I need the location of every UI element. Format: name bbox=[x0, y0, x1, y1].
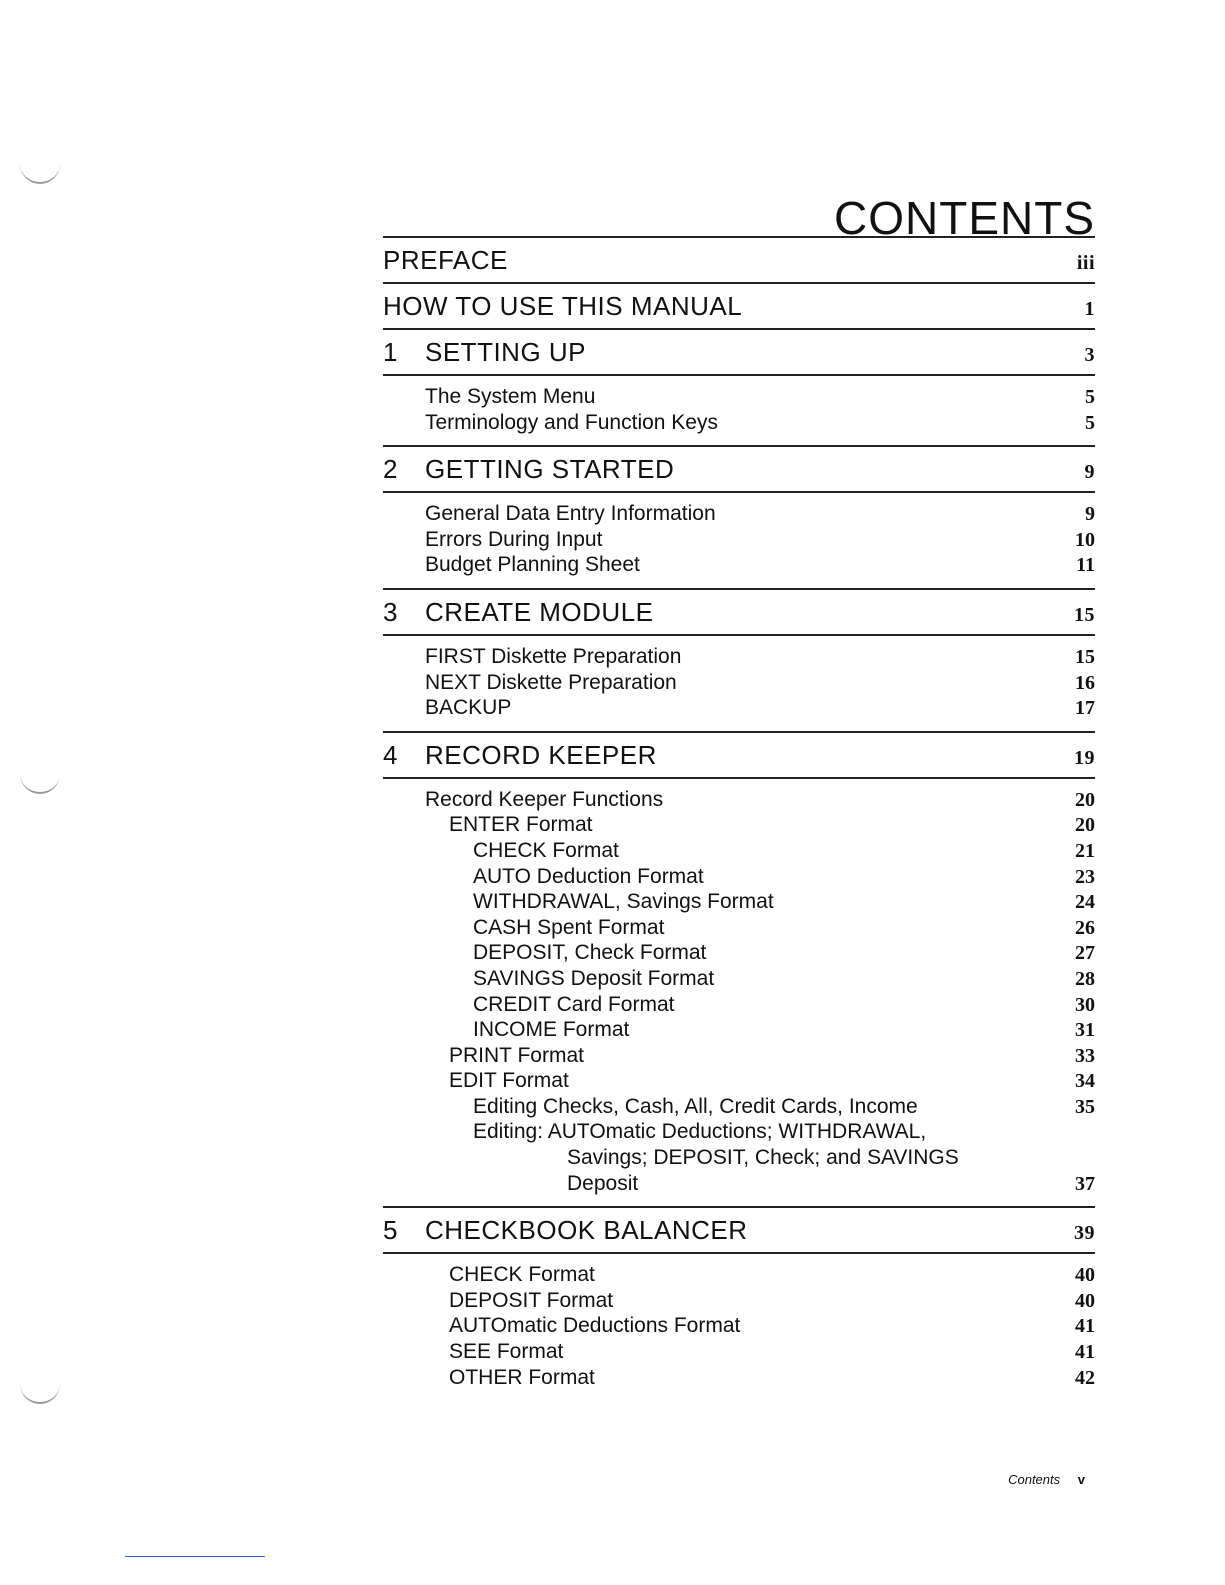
entry-text: CREDIT Card Format bbox=[473, 992, 675, 1016]
entry-text: Editing Checks, Cash, All, Credit Cards, Income bbox=[473, 1094, 918, 1118]
toc-entry[interactable] bbox=[383, 1017, 1095, 1043]
entry-page-number: 11 bbox=[1076, 554, 1095, 577]
entry-text: DEPOSIT Format bbox=[449, 1288, 614, 1312]
entry-text: CASH Spent Format bbox=[473, 915, 665, 939]
toc-entry[interactable] bbox=[383, 864, 1095, 890]
section-page-number: 9 bbox=[1084, 461, 1095, 484]
toc-section-heading[interactable] bbox=[383, 733, 1095, 777]
section-title: RECORD KEEPER bbox=[425, 739, 657, 770]
toc-section-heading[interactable] bbox=[383, 447, 1095, 491]
toc-section-heading[interactable] bbox=[383, 284, 1095, 328]
entry-page-number: 30 bbox=[1075, 993, 1095, 1016]
entry-page-number: 28 bbox=[1075, 967, 1095, 990]
toc-section-heading[interactable] bbox=[383, 1208, 1095, 1252]
entry-page-number: 33 bbox=[1075, 1044, 1095, 1067]
entry-text: AUTOmatic Deductions Format bbox=[449, 1314, 741, 1338]
section-heading-text bbox=[383, 590, 654, 634]
footer-label: Contents bbox=[1008, 1472, 1061, 1487]
toc-entry[interactable] bbox=[383, 527, 1095, 553]
binder-hole-mark bbox=[20, 770, 60, 794]
entry-page-number: 37 bbox=[1075, 1172, 1095, 1195]
entry-text: FIRST Diskette Preparation bbox=[425, 644, 682, 668]
toc-item-group bbox=[383, 1254, 1095, 1400]
section-heading-text bbox=[383, 238, 508, 282]
toc-entry[interactable] bbox=[383, 940, 1095, 966]
section-heading-text bbox=[383, 330, 586, 374]
section-page-number: 19 bbox=[1074, 746, 1095, 769]
toc-entry[interactable] bbox=[383, 812, 1095, 838]
toc-entry[interactable] bbox=[383, 889, 1095, 915]
toc-entry[interactable] bbox=[383, 1339, 1095, 1365]
toc-entry-multiline-line: Savings; DEPOSIT, Check; and SAVINGS bbox=[567, 1146, 959, 1170]
toc-entry[interactable] bbox=[383, 787, 1095, 813]
toc-entry[interactable] bbox=[383, 644, 1095, 670]
entry-text: CHECK Format bbox=[473, 838, 619, 862]
entry-page-number: 20 bbox=[1075, 788, 1095, 811]
entry-page-number: 5 bbox=[1085, 386, 1095, 408]
entry-page-number: 9 bbox=[1085, 503, 1095, 526]
footer-page-number: v bbox=[1077, 1472, 1085, 1487]
toc-section-heading[interactable] bbox=[383, 330, 1095, 374]
toc-entry[interactable] bbox=[383, 838, 1095, 864]
page-title: CONTENTS bbox=[834, 191, 1095, 244]
entry-text: SEE Format bbox=[449, 1340, 564, 1364]
section-page-number: 39 bbox=[1074, 1222, 1095, 1245]
entry-page-number: 27 bbox=[1075, 942, 1095, 965]
entry-text: General Data Entry Information bbox=[425, 502, 716, 526]
entry-text: Errors During Input bbox=[425, 527, 603, 551]
section-page-number: 1 bbox=[1084, 298, 1095, 320]
entry-text: The System Menu bbox=[425, 385, 596, 408]
entry-page-number: 21 bbox=[1075, 839, 1095, 862]
entry-page-number: 40 bbox=[1075, 1289, 1095, 1312]
toc-entry[interactable] bbox=[383, 670, 1095, 696]
section-title: HOW TO USE THIS MANUAL bbox=[383, 291, 743, 321]
entry-text: CHECK Format bbox=[449, 1263, 595, 1287]
section-title: CHECKBOOK BALANCER bbox=[425, 1215, 748, 1246]
entry-text: Record Keeper Functions bbox=[425, 787, 664, 811]
section-heading-text bbox=[383, 733, 657, 777]
toc-entry[interactable] bbox=[383, 1094, 1095, 1120]
toc-item-group bbox=[383, 779, 1095, 1207]
entry-page-number: 41 bbox=[1075, 1315, 1095, 1338]
entry-page-number: 17 bbox=[1075, 697, 1095, 720]
entry-text: Terminology and Function Keys bbox=[425, 410, 718, 434]
entry-page-number: 34 bbox=[1075, 1070, 1095, 1093]
section-number: 3 bbox=[383, 596, 398, 627]
section-number: 2 bbox=[383, 454, 398, 485]
binder-hole-mark bbox=[20, 1380, 60, 1404]
entry-text: INCOME Format bbox=[473, 1018, 630, 1042]
entry-text: EDIT Format bbox=[449, 1069, 569, 1093]
entry-text: AUTO Deduction Format bbox=[473, 864, 704, 888]
toc-entry[interactable] bbox=[383, 1365, 1095, 1391]
toc-section-heading[interactable] bbox=[383, 238, 1095, 282]
entry-page-number: 41 bbox=[1075, 1341, 1095, 1364]
section-heading-text bbox=[383, 1208, 748, 1252]
toc-entry[interactable] bbox=[383, 1043, 1095, 1069]
toc-entry[interactable] bbox=[383, 552, 1095, 578]
toc-entry[interactable] bbox=[383, 966, 1095, 992]
entry-text: DEPOSIT, Check Format bbox=[473, 941, 707, 965]
toc-entry[interactable] bbox=[383, 695, 1095, 721]
section-page-number: iii bbox=[1076, 252, 1095, 274]
entry-text: WITHDRAWAL, Savings Format bbox=[473, 890, 774, 914]
section-number: 5 bbox=[383, 1215, 398, 1246]
section-title: SETTING UP bbox=[425, 337, 587, 367]
entry-page-number: 5 bbox=[1085, 411, 1095, 434]
toc-entry[interactable] bbox=[383, 992, 1095, 1018]
entry-page-number: 16 bbox=[1075, 671, 1095, 694]
binder-hole-mark bbox=[20, 160, 60, 184]
scan-edge-mark bbox=[125, 1556, 265, 1557]
entry-page-number: 35 bbox=[1075, 1095, 1095, 1118]
entry-text: OTHER Format bbox=[449, 1365, 595, 1389]
toc-entry-multiline-line[interactable] bbox=[383, 1119, 1095, 1145]
toc-entry-multiline-line[interactable] bbox=[383, 1171, 1095, 1197]
section-page-number: 15 bbox=[1074, 603, 1095, 626]
toc-item-group bbox=[383, 376, 1095, 445]
toc-entry[interactable] bbox=[383, 1288, 1095, 1314]
toc-entry[interactable] bbox=[383, 384, 1095, 410]
toc-entry[interactable] bbox=[383, 1262, 1095, 1288]
entry-page-number: 24 bbox=[1075, 891, 1095, 914]
toc-item-group bbox=[383, 636, 1095, 731]
entry-page-number: 10 bbox=[1075, 528, 1095, 551]
entry-text: Editing: AUTOmatic Deductions; WITHDRAWAL, bbox=[473, 1120, 927, 1144]
section-page-number: 3 bbox=[1084, 344, 1095, 366]
entry-page-number: 15 bbox=[1075, 645, 1095, 668]
toc-entry[interactable] bbox=[383, 915, 1095, 941]
entry-page-number: 31 bbox=[1075, 1019, 1095, 1042]
section-title: GETTING STARTED bbox=[425, 454, 675, 485]
entry-text: NEXT Diskette Preparation bbox=[425, 670, 677, 694]
section-number: 1 bbox=[383, 337, 398, 367]
entry-text: ENTER Format bbox=[449, 813, 593, 837]
section-title: CREATE MODULE bbox=[425, 596, 654, 627]
section-number: 4 bbox=[383, 739, 398, 770]
entry-page-number: 42 bbox=[1075, 1366, 1095, 1389]
toc-item-group bbox=[383, 493, 1095, 588]
toc-section-heading[interactable] bbox=[383, 590, 1095, 634]
entry-page-number: 40 bbox=[1075, 1264, 1095, 1287]
toc-entry[interactable] bbox=[383, 1313, 1095, 1339]
entry-text: PRINT Format bbox=[449, 1043, 584, 1067]
toc-entry[interactable] bbox=[383, 1068, 1095, 1094]
table-of-contents bbox=[383, 236, 1095, 1400]
entry-text: Budget Planning Sheet bbox=[425, 553, 640, 577]
section-heading-text bbox=[383, 284, 742, 328]
toc-entry[interactable] bbox=[383, 501, 1095, 527]
page-footer bbox=[1008, 1472, 1085, 1487]
section-title: PREFACE bbox=[383, 245, 508, 275]
section-heading-text bbox=[383, 447, 674, 491]
entry-page-number: 23 bbox=[1075, 865, 1095, 888]
toc-entry[interactable] bbox=[383, 410, 1095, 436]
entry-text: SAVINGS Deposit Format bbox=[473, 966, 715, 990]
entry-text: BACKUP bbox=[425, 696, 512, 720]
entry-page-number: 20 bbox=[1075, 814, 1095, 837]
entry-text: Deposit bbox=[567, 1171, 639, 1195]
entry-page-number: 26 bbox=[1075, 916, 1095, 939]
